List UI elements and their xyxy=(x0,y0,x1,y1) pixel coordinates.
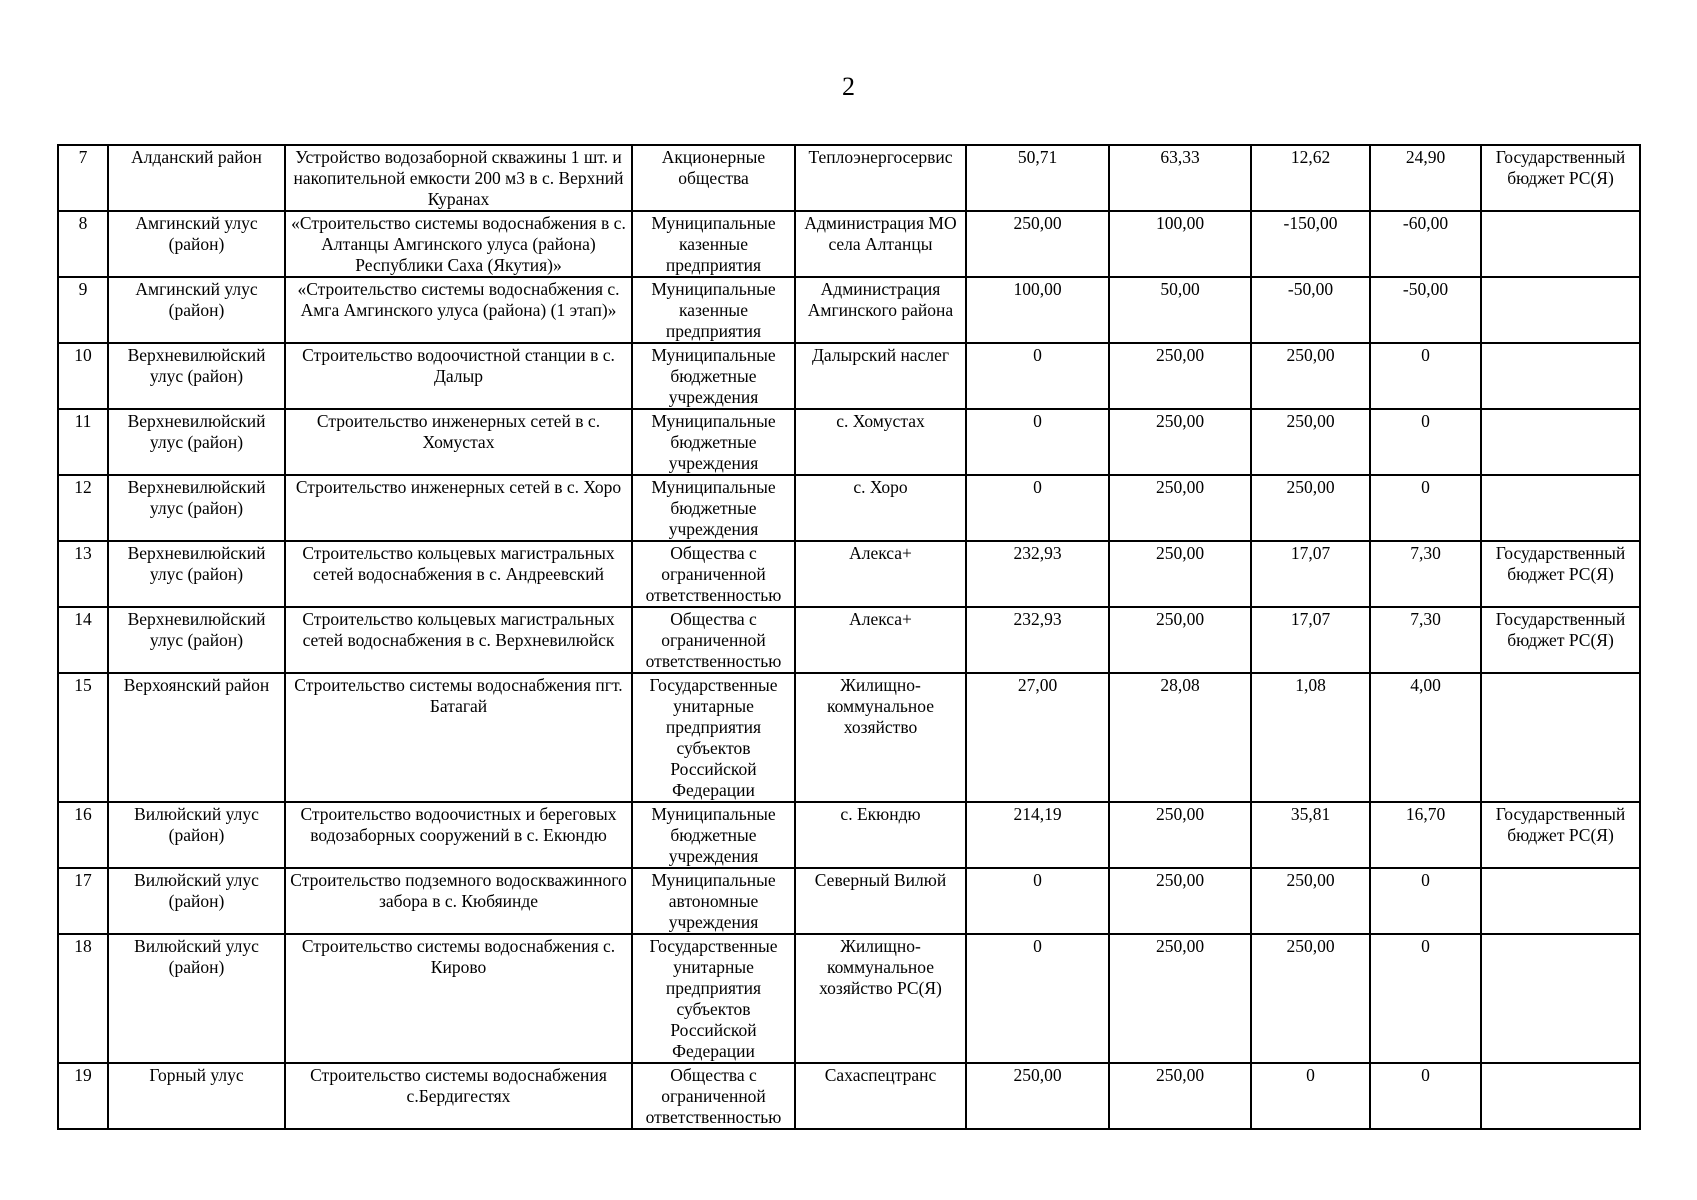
cell-district: Верхоянский район xyxy=(108,673,285,802)
cell-organization-type: Муниципальные казенные предприятия xyxy=(632,277,795,343)
cell-value-2: 250,00 xyxy=(1109,607,1251,673)
cell-project-description: Строительство водоочистных и береговых водозаборных сооружений в с. Екюндю xyxy=(285,802,632,868)
cell-value-difference: 17,07 xyxy=(1251,541,1370,607)
cell-value-1: 100,00 xyxy=(966,277,1109,343)
cell-row-number: 18 xyxy=(58,934,108,1063)
cell-row-number: 12 xyxy=(58,475,108,541)
cell-district: Верхневилюйский улус (район) xyxy=(108,343,285,409)
cell-project-description: «Строительство системы водоснабжения в с. Алтанцы Амгинского улуса (района) Республики Саха (Якутия)» xyxy=(285,211,632,277)
cell-row-number: 11 xyxy=(58,409,108,475)
cell-organization-type: Общества с ограниченной ответственностью xyxy=(632,607,795,673)
cell-district: Вилюйский улус (район) xyxy=(108,868,285,934)
cell-value-percent: 0 xyxy=(1370,868,1481,934)
table-row xyxy=(58,868,1640,934)
cell-organization-type: Муниципальные автономные учреждения xyxy=(632,868,795,934)
cell-project-description: Устройство водозаборной скважины 1 шт. и накопительной емкости 200 м3 в с. Верхний Куранах xyxy=(285,145,632,211)
cell-value-percent: -60,00 xyxy=(1370,211,1481,277)
cell-row-number: 15 xyxy=(58,673,108,802)
table-row xyxy=(58,145,1640,211)
cell-value-2: 250,00 xyxy=(1109,541,1251,607)
table-row xyxy=(58,1063,1640,1129)
cell-value-1: 27,00 xyxy=(966,673,1109,802)
cell-value-percent: -50,00 xyxy=(1370,277,1481,343)
table-row xyxy=(58,343,1640,409)
cell-value-percent: 24,90 xyxy=(1370,145,1481,211)
cell-value-1: 232,93 xyxy=(966,541,1109,607)
cell-district: Вилюйский улус (район) xyxy=(108,934,285,1063)
cell-value-2: 250,00 xyxy=(1109,1063,1251,1129)
cell-value-difference: -50,00 xyxy=(1251,277,1370,343)
cell-organization-name: Теплоэнергосервис xyxy=(795,145,966,211)
cell-value-2: 250,00 xyxy=(1109,802,1251,868)
cell-organization-name: Алекса+ xyxy=(795,607,966,673)
cell-value-difference: -150,00 xyxy=(1251,211,1370,277)
cell-organization-name: Жилищно-коммунальное хозяйство РС(Я) xyxy=(795,934,966,1063)
cell-value-1: 0 xyxy=(966,409,1109,475)
cell-project-description: Строительство подземного водоскважинного забора в с. Кюбяинде xyxy=(285,868,632,934)
cell-budget-source xyxy=(1481,409,1640,475)
cell-budget-source xyxy=(1481,868,1640,934)
cell-project-description: Строительство кольцевых магистральных сетей водоснабжения в с. Верхневилюйск xyxy=(285,607,632,673)
cell-value-difference: 250,00 xyxy=(1251,868,1370,934)
cell-value-2: 28,08 xyxy=(1109,673,1251,802)
cell-value-difference: 17,07 xyxy=(1251,607,1370,673)
table-row xyxy=(58,541,1640,607)
cell-project-description: «Строительство системы водоснабжения с. Амга Амгинского улуса (района) (1 этап)» xyxy=(285,277,632,343)
cell-value-percent: 7,30 xyxy=(1370,541,1481,607)
cell-row-number: 8 xyxy=(58,211,108,277)
cell-budget-source: Государственный бюджет РС(Я) xyxy=(1481,607,1640,673)
cell-budget-source xyxy=(1481,1063,1640,1129)
table-row xyxy=(58,277,1640,343)
cell-value-1: 0 xyxy=(966,343,1109,409)
cell-value-difference: 12,62 xyxy=(1251,145,1370,211)
cell-organization-type: Муниципальные казенные предприятия xyxy=(632,211,795,277)
cell-budget-source xyxy=(1481,934,1640,1063)
cell-row-number: 7 xyxy=(58,145,108,211)
cell-district: Амгинский улус (район) xyxy=(108,211,285,277)
cell-value-difference: 35,81 xyxy=(1251,802,1370,868)
cell-value-2: 250,00 xyxy=(1109,868,1251,934)
cell-value-1: 232,93 xyxy=(966,607,1109,673)
cell-value-2: 50,00 xyxy=(1109,277,1251,343)
cell-value-1: 0 xyxy=(966,934,1109,1063)
cell-value-2: 250,00 xyxy=(1109,934,1251,1063)
cell-value-2: 250,00 xyxy=(1109,343,1251,409)
cell-organization-name: с. Хомустах xyxy=(795,409,966,475)
cell-district: Верхневилюйский улус (район) xyxy=(108,475,285,541)
cell-row-number: 16 xyxy=(58,802,108,868)
cell-value-1: 0 xyxy=(966,475,1109,541)
cell-organization-type: Акционерные общества xyxy=(632,145,795,211)
cell-value-percent: 0 xyxy=(1370,409,1481,475)
cell-value-difference: 250,00 xyxy=(1251,934,1370,1063)
cell-district: Верхневилюйский улус (район) xyxy=(108,607,285,673)
cell-organization-type: Государственные унитарные предприятия субъектов Российской Федерации xyxy=(632,934,795,1063)
table-body xyxy=(58,145,1640,1129)
cell-value-percent: 4,00 xyxy=(1370,673,1481,802)
cell-value-percent: 0 xyxy=(1370,475,1481,541)
cell-budget-source: Государственный бюджет РС(Я) xyxy=(1481,802,1640,868)
cell-organization-name: Администрация Амгинского района xyxy=(795,277,966,343)
cell-district: Вилюйский улус (район) xyxy=(108,802,285,868)
cell-budget-source xyxy=(1481,211,1640,277)
cell-value-percent: 0 xyxy=(1370,1063,1481,1129)
table-row xyxy=(58,934,1640,1063)
cell-value-percent: 0 xyxy=(1370,343,1481,409)
cell-value-percent: 0 xyxy=(1370,934,1481,1063)
cell-organization-name: Жилищно-коммунальное хозяйство xyxy=(795,673,966,802)
table-row xyxy=(58,607,1640,673)
cell-budget-source: Государственный бюджет РС(Я) xyxy=(1481,541,1640,607)
cell-organization-type: Общества с ограниченной ответственностью xyxy=(632,1063,795,1129)
cell-value-difference: 0 xyxy=(1251,1063,1370,1129)
cell-budget-source xyxy=(1481,343,1640,409)
cell-row-number: 19 xyxy=(58,1063,108,1129)
projects-table xyxy=(57,144,1641,1130)
cell-value-2: 100,00 xyxy=(1109,211,1251,277)
cell-budget-source xyxy=(1481,673,1640,802)
table-row xyxy=(58,802,1640,868)
table-row xyxy=(58,211,1640,277)
cell-row-number: 17 xyxy=(58,868,108,934)
cell-row-number: 10 xyxy=(58,343,108,409)
cell-project-description: Строительство инженерных сетей в с. Хомустах xyxy=(285,409,632,475)
cell-organization-type: Муниципальные бюджетные учреждения xyxy=(632,475,795,541)
cell-row-number: 14 xyxy=(58,607,108,673)
page-number: 2 xyxy=(842,72,855,101)
table-row xyxy=(58,409,1640,475)
cell-value-2: 250,00 xyxy=(1109,475,1251,541)
cell-district: Верхневилюйский улус (район) xyxy=(108,541,285,607)
table-row xyxy=(58,673,1640,802)
cell-value-2: 250,00 xyxy=(1109,409,1251,475)
cell-project-description: Строительство системы водоснабжения с. Кирово xyxy=(285,934,632,1063)
cell-organization-type: Общества с ограниченной ответственностью xyxy=(632,541,795,607)
cell-value-2: 63,33 xyxy=(1109,145,1251,211)
cell-organization-name: Северный Вилюй xyxy=(795,868,966,934)
cell-budget-source xyxy=(1481,475,1640,541)
cell-budget-source: Государственный бюджет РС(Я) xyxy=(1481,145,1640,211)
cell-organization-name: Далырский наслег xyxy=(795,343,966,409)
cell-district: Алданский район xyxy=(108,145,285,211)
table-row xyxy=(58,475,1640,541)
cell-value-difference: 250,00 xyxy=(1251,409,1370,475)
cell-district: Амгинский улус (район) xyxy=(108,277,285,343)
cell-organization-type: Муниципальные бюджетные учреждения xyxy=(632,409,795,475)
cell-organization-name: с. Хоро xyxy=(795,475,966,541)
cell-value-difference: 250,00 xyxy=(1251,475,1370,541)
cell-project-description: Строительство системы водоснабжения с.Бердигестях xyxy=(285,1063,632,1129)
cell-organization-type: Муниципальные бюджетные учреждения xyxy=(632,802,795,868)
cell-value-percent: 16,70 xyxy=(1370,802,1481,868)
cell-organization-type: Государственные унитарные предприятия субъектов Российской Федерации xyxy=(632,673,795,802)
cell-budget-source xyxy=(1481,277,1640,343)
cell-project-description: Строительство системы водоснабжения пгт. Батагай xyxy=(285,673,632,802)
cell-row-number: 9 xyxy=(58,277,108,343)
cell-organization-name: Алекса+ xyxy=(795,541,966,607)
cell-row-number: 13 xyxy=(58,541,108,607)
cell-organization-name: Администрация МО села Алтанцы xyxy=(795,211,966,277)
cell-value-difference: 1,08 xyxy=(1251,673,1370,802)
cell-value-1: 250,00 xyxy=(966,211,1109,277)
cell-value-1: 50,71 xyxy=(966,145,1109,211)
cell-organization-name: Сахаспецтранс xyxy=(795,1063,966,1129)
cell-value-1: 0 xyxy=(966,868,1109,934)
cell-project-description: Строительство инженерных сетей в с. Хоро xyxy=(285,475,632,541)
cell-project-description: Строительство кольцевых магистральных сетей водоснабжения в с. Андреевский xyxy=(285,541,632,607)
cell-organization-type: Муниципальные бюджетные учреждения xyxy=(632,343,795,409)
cell-project-description: Строительство водоочистной станции в с. Далыр xyxy=(285,343,632,409)
cell-district: Верхневилюйский улус (район) xyxy=(108,409,285,475)
cell-value-percent: 7,30 xyxy=(1370,607,1481,673)
cell-value-1: 214,19 xyxy=(966,802,1109,868)
cell-value-difference: 250,00 xyxy=(1251,343,1370,409)
cell-organization-name: с. Екюндю xyxy=(795,802,966,868)
cell-district: Горный улус xyxy=(108,1063,285,1129)
cell-value-1: 250,00 xyxy=(966,1063,1109,1129)
